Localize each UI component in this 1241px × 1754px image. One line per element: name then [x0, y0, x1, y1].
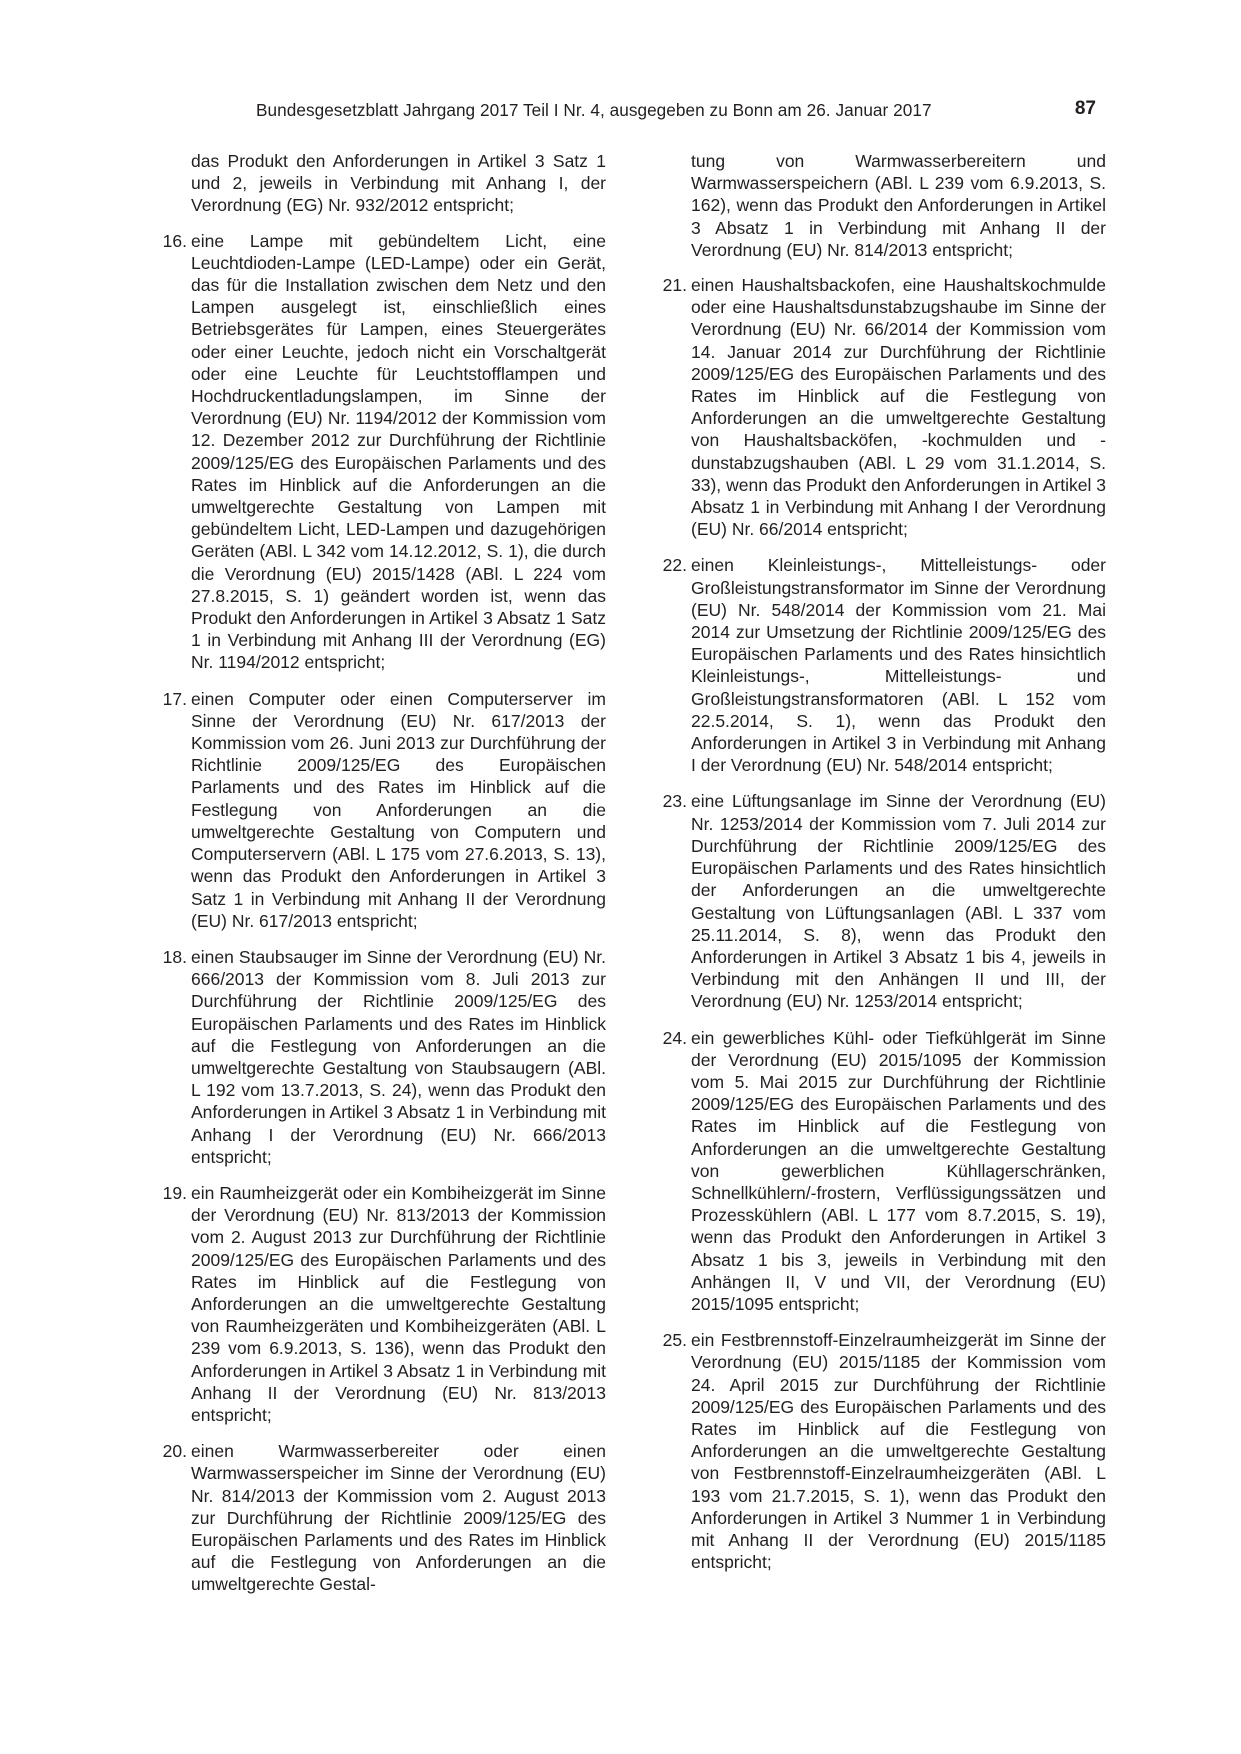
- list-item-23: [661, 790, 1106, 1012]
- list-item-21: [661, 274, 1106, 540]
- item-text: einen Haushaltsbackofen, eine Haushaltskochmulde oder eine Haushaltsdunstabzugshaube im Sinne der Verordnung (EU) Nr. 66/2014 der Kommission vom 14. Januar 2014 zur Durchführung der Richtlinie 2009/125/EG des Europäischen Parlaments und des Rates im Hinblick auf die Festlegung von Anforderungen an die umweltgerechte Gestaltung von Haushaltsbacköfen, -kochmulden und -dunstabzugshauben (ABl. L 29 vom 31.1.2014, S. 33), wenn das Produkt den Anforderungen in Artikel 3 Absatz 1 in Verbindung mit Anhang I der Verordnung (EU) Nr. 66/2014 entspricht;: [691, 275, 1106, 540]
- item-text: einen Computer oder einen Computerserver im Sinne der Verordnung (EU) Nr. 617/2013 der Kommission vom 26. Juni 2013 zur Durchführung der Richtlinie 2009/125/EG des Europäischen Parlaments und des Rates im Hinblick auf die Festlegung von Anforderungen an die umweltgerechte Gestaltung von Computern und Computerservern (ABl. L 175 vom 27.6.2013, S. 13), wenn das Produkt den Anforderungen in Artikel 3 Satz 1 in Verbindung mit Anhang II der Verordnung (EU) Nr. 617/2013 entspricht;: [191, 688, 606, 931]
- item-text: einen Staubsauger im Sinne der Verordnung (EU) Nr. 666/2013 der Kommission vom 8. Juli 2013 zur Durchführung der Richtlinie 2009/125/EG des Europäischen Parlaments und des Rates im Hinblick auf die Festlegung von Anforderungen an die umweltgerechte Gestaltung von Staubsaugern (ABl. L 192 vom 13.7.2013, S. 24), wenn das Produkt den Anforderungen in Artikel 3 Absatz 1 in Verbindung mit Anhang I der Verordnung (EU) Nr. 666/2013 entspricht;: [191, 946, 606, 1167]
- page-header: [256, 98, 1096, 126]
- right-column: [661, 150, 1106, 1587]
- item-number: 24.: [662, 1027, 687, 1048]
- list-item-25: [661, 1329, 1106, 1573]
- list-item-24: [661, 1027, 1106, 1316]
- list-item-16: [161, 230, 606, 674]
- running-head: Bundesgesetzblatt Jahrgang 2017 Teil I Nr. 4, ausgegeben zu Bonn am 26. Januar 2017: [256, 100, 932, 120]
- continuation-paragraph: das Produkt den Anforderungen in Artikel 3 Satz 1 und 2, jeweils in Verbindung mit Anhang I, der Verordnung (EG) Nr. 932/2012 entspricht;: [191, 151, 606, 216]
- list-item-22: [661, 554, 1106, 776]
- item-text: ein Festbrennstoff-Einzelraumheizgerät im Sinne der Verordnung (EU) 2015/1185 der Kommission vom 24. April 2015 zur Durchführung der Richtlinie 2009/125/EG des Europäischen Parlaments und des Rates im Hinblick auf die Festlegung von Anforderungen an die umweltgerechte Gestaltung von Festbrennstoff-Einzelraumheizgeräten (ABl. L 193 vom 21.7.2015, S. 1), wenn das Produkt den Anforderungen in Artikel 3 Nummer 1 in Verbindung mit Anhang II der Verordnung (EU) 2015/1185 entspricht;: [691, 1330, 1106, 1573]
- item-number: 18.: [162, 946, 187, 967]
- item-number: 16.: [162, 230, 187, 251]
- item-text: einen Kleinleistungs-, Mittelleistungs- oder Großleistungstransformator im Sinne der Verordnung (EU) Nr. 548/2014 der Kommission vom 21. Mai 2014 zur Umsetzung der Richtlinie 2009/125/EG des Europäischen Parlaments und des Rates hinsichtlich Kleinleistungs-, Mittelleistungs- und Großleistungstransformatoren (ABl. L 152 vom 22.5.2014, S. 1), wenn das Produkt den Anforderungen in Artikel 3 in Verbindung mit Anhang I der Verordnung (EU) Nr. 548/2014 entspricht;: [691, 555, 1106, 776]
- left-column: [161, 150, 606, 1610]
- item-number: 23.: [662, 791, 687, 812]
- item-text: eine Lüftungsanlage im Sinne der Verordnung (EU) Nr. 1253/2014 der Kommission vom 7. Juli 2014 zur Durchführung der Richtlinie 2009/125/EG des Europäischen Parlaments und des Rates hinsichtlich der Anforderungen an die umweltgerechte Gestaltung von Lüftungsanlagen (ABl. L 337 vom 25.11.2014, S. 8), wenn das Produkt den Anforderungen in Artikel 3 Absatz 1 bis 4, jeweils in Verbindung mit den Anhängen II und III, der Verordnung (EU) Nr. 1253/2014 entspricht;: [691, 791, 1106, 1012]
- continuation-paragraph: tung von Warmwasserbereitern und Warmwasserspeichern (ABl. L 239 vom 6.9.2013, S. 162), wenn das Produkt den Anforderungen in Artikel 3 Absatz 1 in Verbindung mit Anhang II der Verordnung (EU) Nr. 814/2013 entspricht;: [691, 151, 1106, 260]
- item-number: 20.: [162, 1441, 187, 1462]
- item-text: eine Lampe mit gebündeltem Licht, eine Leuchtdioden-Lampe (LED-Lampe) oder ein Gerät, das für die Installation zwischen dem Netz und den Lampen ausgelegt ist, einschließlich eines Betriebsgerätes für Lampen, eines Steuergerätes oder einer Leuchte, jedoch nicht ein Vorschaltgerät oder eine Leuchte für Leuchtstofflampen und Hochdruckentladungslampen, im Sinne der Verordnung (EU) Nr. 1194/2012 der Kommission vom 12. Dezember 2012 zur Durchführung der Richtlinie 2009/125/EG des Europäischen Parlaments und des Rates im Hinblick auf die Anforderungen an die umweltgerechte Gestaltung von Lampen mit gebündeltem Licht, LED-Lampen und dazugehörigen Geräten (ABl. L 342 vom 14.12.2012, S. 1), die durch die Verordnung (EU) 2015/1428 (ABl. L 224 vom 27.8.2015, S. 1) geändert worden ist, wenn das Produkt den Anforderungen in Artikel 3 Absatz 1 Satz 1 in Verbindung mit Anhang III der Verordnung (EG) Nr. 1194/2012 entspricht;: [191, 230, 606, 673]
- list-item-18: [161, 946, 606, 1168]
- item-text: ein gewerbliches Kühl- oder Tiefkühlgerät im Sinne der Verordnung (EU) 2015/1095 der Kommission vom 5. Mai 2015 zur Durchführung der Richtlinie 2009/125/EG des Europäischen Parlaments und des Rates im Hinblick auf die Festlegung von Anforderungen an die umweltgerechte Gestaltung von gewerblichen Kühllagerschränken, Schnellkühlern/-frostern, Verflüssigungssätzen und Prozesskühlern (ABl. L 177 vom 8.7.2015, S. 19), wenn das Produkt den Anforderungen in Artikel 3 Absatz 1 bis 3, jeweils in Verbindung mit den Anhängen II, V und VII, der Verordnung (EU) 2015/1095 entspricht;: [691, 1027, 1106, 1314]
- item-number: 25.: [662, 1330, 687, 1351]
- item-number: 22.: [662, 555, 687, 576]
- item-number: 17.: [162, 688, 187, 709]
- page-number: 87: [1074, 98, 1096, 119]
- item-text: einen Warmwasserbereiter oder einen Warmwasserspeicher im Sinne der Verordnung (EU) Nr. 814/2013 der Kommission vom 2. August 2013 zur Durchführung der Richtlinie 2009/125/EG des Europäischen Parlaments und des Rates im Hinblick auf die Festlegung von Anforderungen an die umweltgerechte Gestal-: [191, 1441, 606, 1595]
- list-item-19: [161, 1182, 606, 1426]
- item-text: ein Raumheizgerät oder ein Kombiheizgerät im Sinne der Verordnung (EU) Nr. 813/2013 der Kommission vom 2. August 2013 zur Durchführung der Richtlinie 2009/125/EG des Europäischen Parlaments und des Rates im Hinblick auf die Festlegung von Anforderungen an die umweltgerechte Gestaltung von Raumheizgeräten und Kombiheizgeräten (ABl. L 239 vom 6.9.2013, S. 136), wenn das Produkt den Anforderungen in Artikel 3 Absatz 1 in Verbindung mit Anhang II der Verordnung (EU) Nr. 813/2013 entspricht;: [191, 1182, 606, 1425]
- item-number: 21.: [662, 275, 687, 296]
- item-number: 19.: [162, 1182, 187, 1203]
- list-item-20: [161, 1440, 606, 1595]
- list-item-17: [161, 688, 606, 932]
